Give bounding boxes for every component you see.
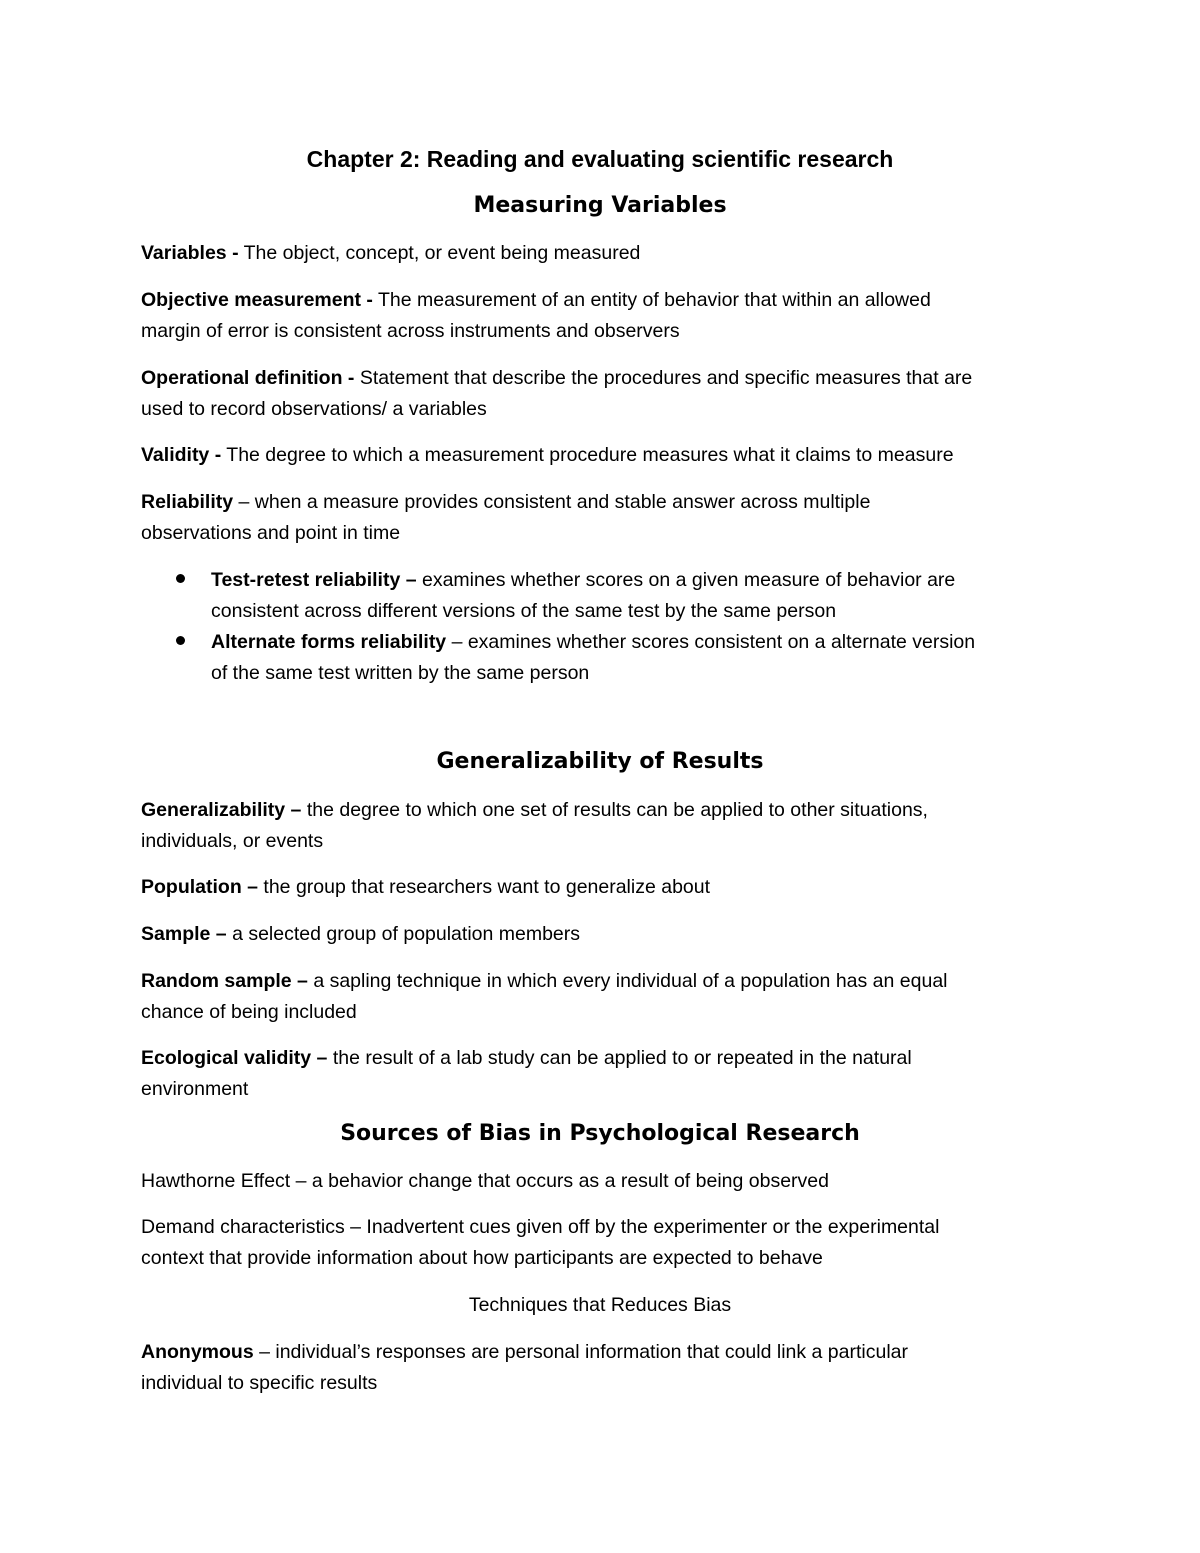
definition-population <box>141 872 710 903</box>
definition-variables <box>141 238 640 269</box>
definition-continuation: observations and point in time <box>141 522 401 544</box>
definition: the group that researchers want to generalize about <box>263 876 711 898</box>
definition-objective-measurement <box>141 285 931 316</box>
chapter-title: Chapter 2: Reading and evaluating scientific research <box>306 146 894 172</box>
bullet-continuation: of the same test written by the same person <box>211 662 590 684</box>
term: Alternate forms reliability <box>211 631 447 653</box>
definition-ecological-validity <box>141 1043 912 1074</box>
term: Reliability <box>141 491 234 513</box>
definition: The measurement of an entity of behavior that within an allowed <box>378 289 931 311</box>
term: Sample – <box>141 923 227 945</box>
term: Ecological validity – <box>141 1047 328 1069</box>
definition-demand-characteristics: Demand characteristics – Inadvertent cues given off by the experimenter or the experimental <box>141 1216 940 1238</box>
definition: a selected group of population members <box>232 923 581 945</box>
definition: The degree to which a measurement procedure measures what it claims to measure <box>226 444 954 466</box>
term: Variables - <box>141 242 239 264</box>
definition: the degree to which one set of results can be applied to other situations, <box>306 799 928 821</box>
bullet-continuation: consistent across different versions of the same test by the same person <box>211 600 837 622</box>
definition-validity <box>141 440 954 471</box>
bullet-icon <box>176 636 185 645</box>
section-heading-measuring-variables: Measuring Variables <box>473 193 727 218</box>
definition: The object, concept, or event being measured <box>243 242 641 264</box>
definition-continuation: individuals, or events <box>141 830 324 852</box>
bullet-item-test-retest-reliability <box>211 565 955 596</box>
definition-continuation: environment <box>141 1078 249 1100</box>
term: Test-retest reliability – <box>211 569 417 591</box>
definition: – examines whether scores consistent on a alternate version <box>451 631 976 653</box>
definition-continuation: margin of error is consistent across instruments and observers <box>141 320 680 342</box>
definition: Statement that describe the procedures and specific measures that are <box>359 367 973 389</box>
definition-generalizability <box>141 795 928 826</box>
definition: – when a measure provides consistent and stable answer across multiple <box>238 491 871 513</box>
definition: examines whether scores on a given measure of behavior are <box>421 569 956 591</box>
term: Population – <box>141 876 258 898</box>
definition-sample <box>141 919 580 950</box>
definition-continuation: context that provide information about how participants are expected to behave <box>141 1247 823 1269</box>
bullet-item-alternate-forms-reliability <box>211 627 975 658</box>
definition-hawthorne-effect: Hawthorne Effect – a behavior change that occurs as a result of being observed <box>141 1170 829 1192</box>
term: Generalizability – <box>141 799 302 821</box>
definition: the result of a lab study can be applied to or repeated in the natural <box>332 1047 912 1069</box>
section-heading-generalizability: Generalizability of Results <box>436 749 764 774</box>
definition-continuation: chance of being included <box>141 1001 357 1023</box>
definition-random-sample <box>141 966 948 997</box>
term: Random sample – <box>141 970 308 992</box>
definition-continuation: used to record observations/ a variables <box>141 398 487 420</box>
bullet-icon <box>176 574 185 583</box>
term: Objective measurement - <box>141 289 373 311</box>
definition-reliability <box>141 487 870 518</box>
term: Operational definition - <box>141 367 355 389</box>
definition: a sapling technique in which every individual of a population has an equal <box>313 970 948 992</box>
definition-continuation: individual to specific results <box>141 1372 378 1394</box>
definition: – individual’s responses are personal information that could link a particular <box>259 1341 909 1363</box>
term: Validity - <box>141 444 222 466</box>
definition-anonymous <box>141 1337 908 1368</box>
term: Anonymous <box>141 1341 254 1363</box>
section-heading-sources-of-bias: Sources of Bias in Psychological Research <box>340 1121 860 1146</box>
definition-operational-definition <box>141 363 972 394</box>
subheading-techniques-that-reduce-bias: Techniques that Reduces Bias <box>468 1294 732 1316</box>
